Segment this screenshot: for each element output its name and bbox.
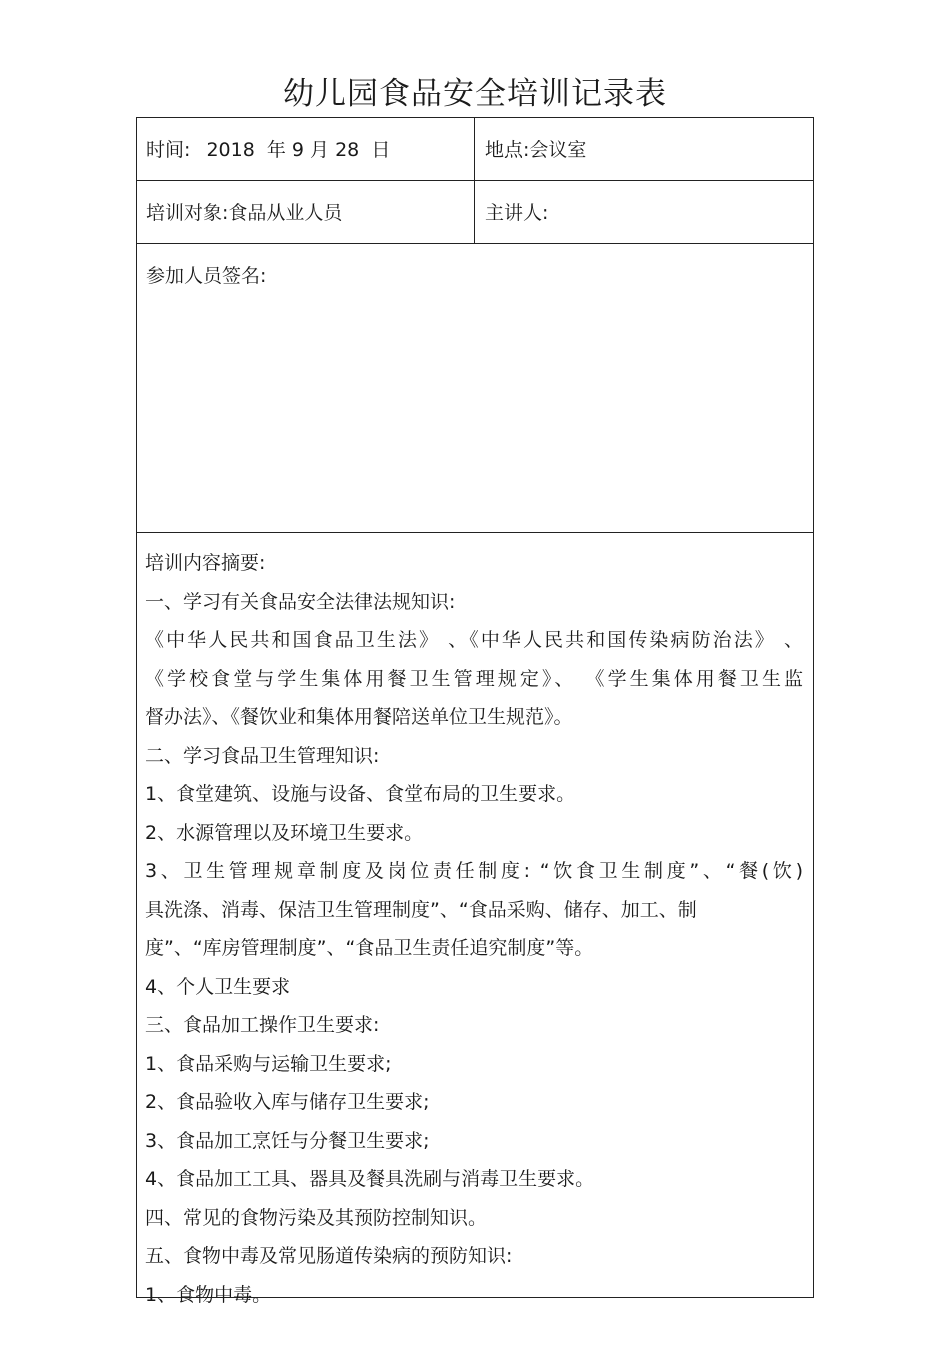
summary-line: 二、学习食品卫生管理知识: xyxy=(145,744,380,767)
place-value: 会议室 xyxy=(529,139,587,161)
summary-line: 一、学习有关食品安全法律法规知识: xyxy=(145,590,456,613)
target-label: 培训对象: xyxy=(146,202,229,224)
summary-line: 4、食品加工工具、器具及餐具洗刷与消毒卫生要求。 xyxy=(145,1168,595,1190)
target-cell xyxy=(137,181,475,243)
summary-line: 2、食品验收入库与储存卫生要求; xyxy=(145,1091,430,1113)
summary-line: 1、食堂建筑、设施与设备、食堂布局的卫生要求。 xyxy=(145,783,576,805)
summary-line: 《中华人民共和国食品卫生法》 、《中华人民共和国传染病防治法》 、 xyxy=(145,629,803,651)
speaker-cell xyxy=(475,181,813,243)
table-row-summary xyxy=(137,533,813,1306)
time-value: 2018 年 9 月 28 日 xyxy=(206,139,391,161)
summary-line: 三、食品加工操作卫生要求: xyxy=(145,1014,380,1036)
signature-cell xyxy=(137,244,813,532)
summary-heading: 培训内容摘要: xyxy=(145,552,266,574)
summary-line: 督办法》、《餐饮业和集体用餐陪送单位卫生规范》。 xyxy=(145,706,573,728)
summary-line: 1、食品采购与运输卫生要求; xyxy=(145,1052,392,1075)
summary-line: 1、食物中毒。 xyxy=(145,1283,272,1306)
summary-cell xyxy=(137,533,813,1306)
summary-line: 五、食物中毒及常见肠道传染病的预防知识: xyxy=(145,1245,513,1267)
summary-line: 度”、“库房管理制度”、“食品卫生责任追究制度”等。 xyxy=(145,937,594,959)
speaker-label: 主讲人: xyxy=(485,202,549,224)
signature-label: 参加人员签名: xyxy=(146,265,267,287)
time-label: 时间: xyxy=(146,139,191,161)
table-row-time-place xyxy=(137,118,813,181)
place-label: 地点: xyxy=(485,139,530,161)
summary-line: 3、卫生管理规章制度及岗位责任制度: “饮食卫生制度”、“餐(饮) xyxy=(145,860,803,882)
page-title: 幼儿园食品安全培训记录表 xyxy=(283,76,667,112)
table-row-signatures xyxy=(137,244,813,533)
table-row-target-speaker xyxy=(137,181,813,244)
summary-line: 3、食品加工烹饪与分餐卫生要求; xyxy=(145,1129,430,1152)
place-cell xyxy=(475,118,813,180)
time-cell xyxy=(137,118,475,180)
summary-line: 四、常见的食物污染及其预防控制知识。 xyxy=(145,1206,488,1229)
summary-line: 具洗涤、消毒、保洁卫生管理制度”、“食品采购、储存、加工、制 xyxy=(145,898,697,921)
summary-line: 2、水源管理以及环境卫生要求。 xyxy=(145,821,424,844)
summary-line: 《学校食堂与学生集体用餐卫生管理规定》、 《学生集体用餐卫生监 xyxy=(145,667,803,690)
target-value: 食品从业人员 xyxy=(228,202,343,224)
summary-line: 4、个人卫生要求 xyxy=(145,975,291,998)
record-table xyxy=(136,117,814,1306)
